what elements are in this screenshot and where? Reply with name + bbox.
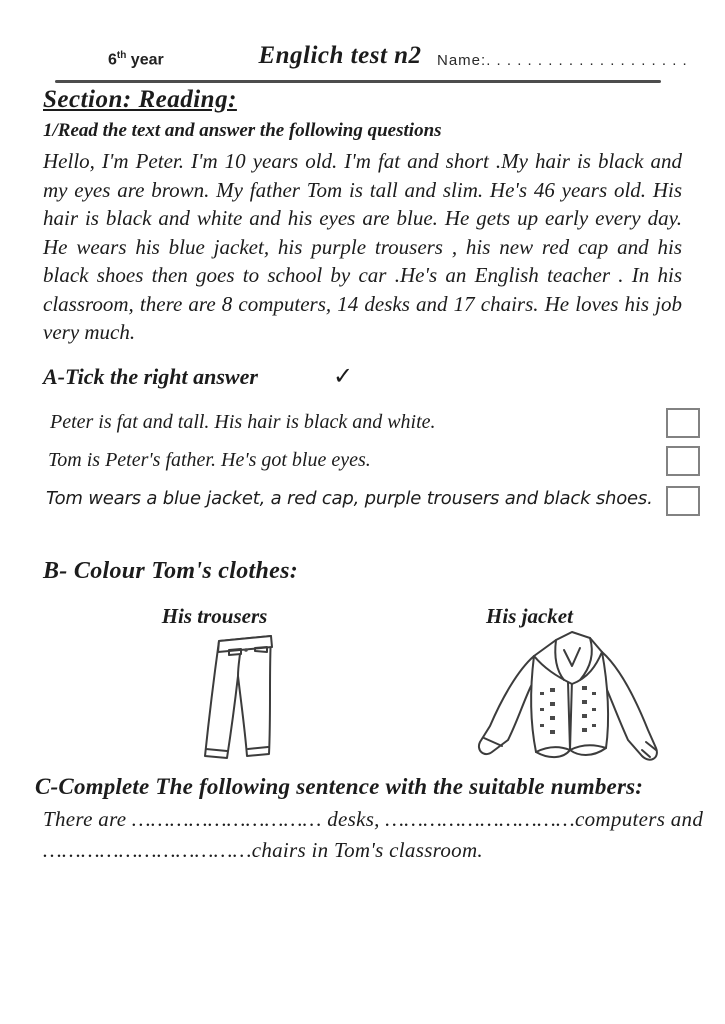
part-c-sentence-line-2: ……………………………chairs in Tom's classroom. <box>43 838 483 862</box>
tick-mark-icon: ✓ <box>333 362 354 390</box>
statement-2: Tom is Peter's father. He's got blue eyes. <box>48 449 371 471</box>
name-dotted-blank: . . . . . . . . . . . . . . . . . . . . <box>486 52 688 69</box>
checkbox-statement-3[interactable] <box>666 486 700 516</box>
trousers-label: His trousers <box>161 604 268 628</box>
header-divider <box>55 80 661 83</box>
reading-instruction: 1/Read the text and answer the following questions <box>43 120 442 141</box>
part-c-sentence-line-1: There are ………………………… desks, …………………………computers and <box>43 807 704 831</box>
part-a-title: A-Tick the right answer <box>43 364 258 389</box>
reading-passage: Hello, I'm Peter. I'm 10 years old. I'm fat and short .My hair is black and my eyes are brown. My father Tom is tall and slim. He's 46 years old. His hair is black and white and his eyes are blue. He gets up early every day. He wears his blue jacket, his purple trousers , his new red cap and his black shoes then goes to school by car .He's an English teacher . In his classroom, there are 8 computers, 14 desks and 17 chairs. He loves his job very much. <box>43 149 682 344</box>
statement-3: Tom wears a blue jacket, a red cap, purple trousers and black shoes. <box>46 488 653 509</box>
part-b-title: B- Colour Tom's clothes: <box>43 558 299 584</box>
part-c-title: C-Complete The following sentence with the suitable numbers: <box>35 774 644 799</box>
grade-word: year <box>126 51 164 69</box>
grade-ordinal-suffix: th <box>116 50 127 61</box>
name-label: Name: <box>437 52 487 69</box>
grade-label <box>108 50 164 69</box>
grade-number: 6 <box>108 51 117 69</box>
checkbox-statement-2[interactable] <box>666 446 700 476</box>
jacket-image <box>460 626 678 774</box>
jacket-label: His jacket <box>486 604 573 628</box>
name-field <box>437 52 688 69</box>
checkbox-statement-1[interactable] <box>666 408 700 438</box>
page-title: Englich test n2 <box>258 42 422 69</box>
statement-1: Peter is fat and tall. His hair is black and white. <box>50 411 436 433</box>
section-title: Section: Reading: <box>43 86 237 113</box>
trousers-image <box>183 632 301 768</box>
